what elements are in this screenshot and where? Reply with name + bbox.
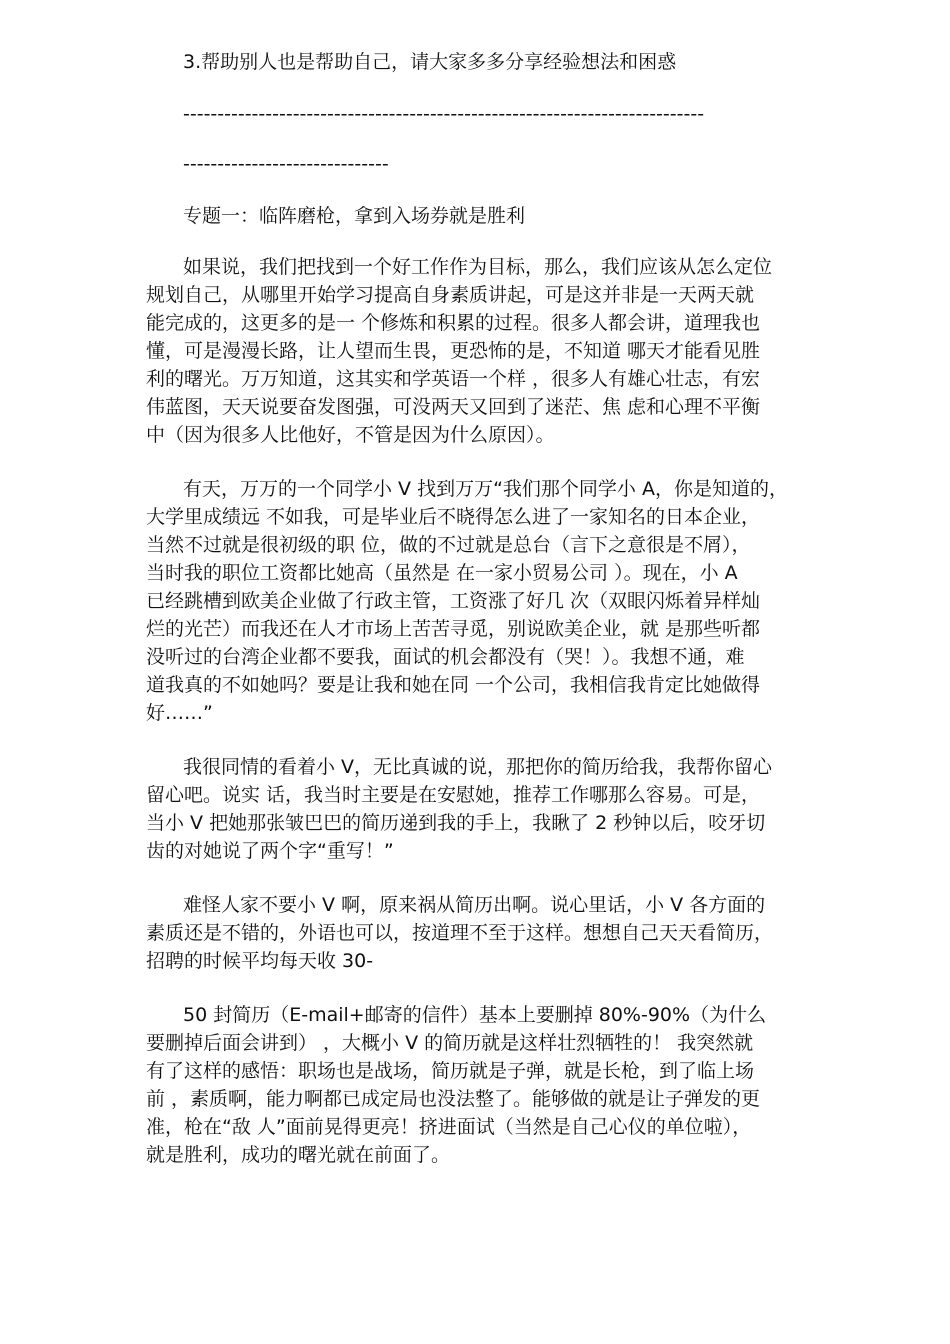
intro-line: 3.帮助别人也是帮助自己，请大家多多分享经验想法和困惑 <box>183 51 677 73</box>
paragraph-line: 中（因为很多人比他好，不管是因为什么原因）。 <box>146 424 555 446</box>
paragraph-line: 大学里成绩远 不如我，可是毕业后不晓得怎么进了一家知名的日本企业， <box>146 506 761 528</box>
separator-line: ---------------------------------------------------------------------------- <box>183 103 705 125</box>
paragraph-line: 就是胜利，成功的曙光就在前面了。 <box>146 1144 451 1166</box>
paragraph-line: 规划自己，从哪里开始学习提高自身素质讲起，可是这并非是一天两天就 <box>146 284 755 306</box>
paragraph-line: 留心吧。说实 话，我当时主要是在安慰她，推荐工作哪那么容易。可是， <box>146 784 761 806</box>
paragraph-line: 当时我的职位工资都比她高（虽然是 在一家小贸易公司 ）。现在，小 A <box>146 562 738 584</box>
paragraph-line: 已经跳槽到欧美企业做了行政主管，工资涨了好几 次（双眼闪烁着异样灿 <box>146 590 761 612</box>
paragraph-line: 道我真的不如她吗？要是让我和她在同 一个公司，我相信我肯定比她做得 <box>146 674 761 696</box>
paragraph-line: 齿的对她说了两个字“重写！” <box>146 840 394 862</box>
paragraph-line: 准，枪在“敌 人”面前晃得更亮！挤进面试（当然是自己心仪的单位啦）， <box>146 1116 752 1138</box>
paragraph-line: 好……” <box>146 702 213 724</box>
paragraph-line: 伟蓝图，天天说要奋发图强，可没两天又回到了迷茫、焦 虑和心理不平衡 <box>146 396 761 418</box>
paragraph-line: 烂的光芒）而我还在人才市场上苦苦寻觅，别说欧美企业，就 是那些听都 <box>146 618 761 640</box>
paragraph-line: 50 封简历（E-mail+邮寄的信件）基本上要删掉 80%-90%（为什么 <box>183 1004 767 1026</box>
paragraph-line: 当小 V 把她那张皱巴巴的简历递到我的手上，我瞅了 2 秒钟以后，咬牙切 <box>146 812 766 834</box>
paragraph-line: 如果说，我们把找到一个好工作作为目标，那么，我们应该从怎么定位 <box>183 256 773 278</box>
paragraph-line: 难怪人家不要小 V 啊，原来祸从简历出啊。说心里话，小 V 各方面的 <box>183 894 766 916</box>
paragraph-line: 能完成的，这更多的是一 个修炼和积累的过程。很多人都会讲，道理我也 <box>146 312 761 334</box>
paragraph-line: 前 ，素质啊，能力啊都已成定局也没法整了。能够做的就是让子弹发的更 <box>146 1088 761 1110</box>
paragraph-line: 我很同情的看着小 V，无比真诚的说，那把你的简历给我，我帮你留心 <box>183 756 773 778</box>
paragraph-line: 利的曙光。万万知道，这其实和学英语一个样 ，很多人有雄心壮志，有宏 <box>146 368 761 390</box>
paragraph-line: 要删掉后面会讲到） ，大概小 V 的简历就是这样壮烈牺牲的！ 我突然就 <box>146 1032 754 1054</box>
paragraph-line: 素质还是不错的，外语也可以，按道理不至于这样。想想自己天天看简历， <box>146 922 774 944</box>
paragraph-line: 有了这样的感悟：职场也是战场，简历就是子弹，就是长枪，到了临上场 <box>146 1060 755 1082</box>
paragraph-line: 没听过的台湾企业都不要我，面试的机会都没有（哭！）。我想不通，难 <box>146 646 745 668</box>
paragraph-line: 招聘的时候平均每天收 30- <box>146 950 374 972</box>
section-title: 专题一：临阵磨枪，拿到入场券就是胜利 <box>183 205 526 227</box>
separator-line: ------------------------------ <box>183 153 389 175</box>
paragraph-line: 有天，万万的一个同学小 V 找到万万“我们那个同学小 A，你是知道的， <box>183 478 788 500</box>
paragraph-line: 懂，可是漫漫长路，让人望而生畏，更恐怖的是，不知道 哪天才能看见胜 <box>146 340 761 362</box>
paragraph-line: 当然不过就是很初级的职 位，做的不过就是总台（言下之意很是不屑）， <box>146 534 751 556</box>
